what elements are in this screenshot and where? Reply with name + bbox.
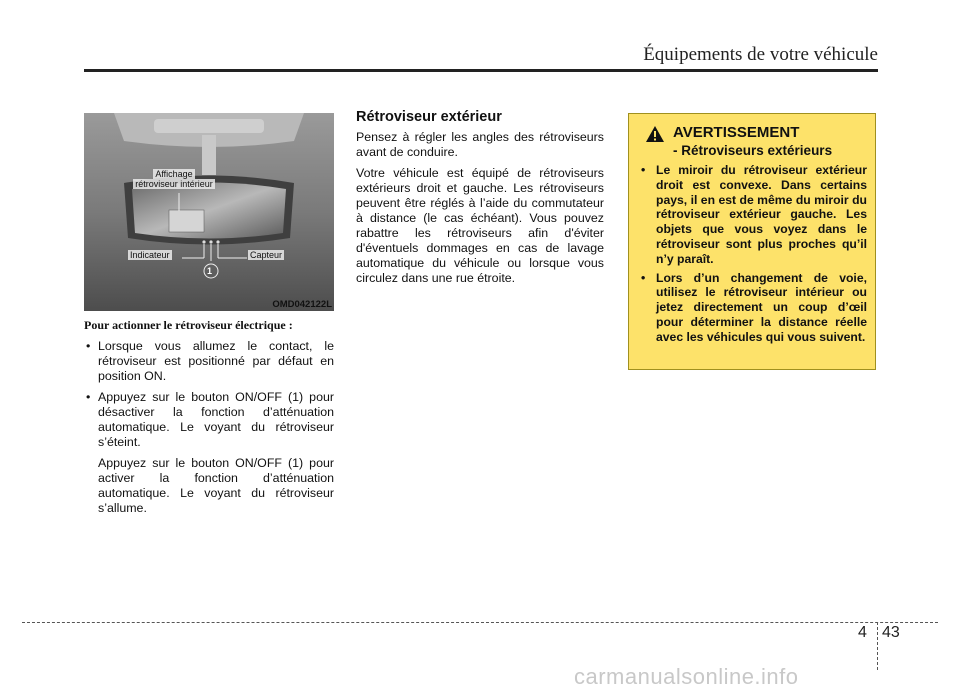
header-title: Équipements de votre véhicule (643, 44, 878, 65)
figure-caption: Pour actionner le rétroviseur électrique : (84, 318, 293, 332)
paragraph: Votre véhicule est équipé de rétroviseurs extérieurs droit et gauche. Les rétroviseurs peuvent être réglés à l’aide du commutateur à distance (le cas échéant). Vous pouvez rabattre les rétroviseurs afin d'éviter d'éventuels dommages en cas de lavage automatique du véhicule ou lorsque vous circulez dans une rue étroite. (356, 166, 604, 285)
callout-number: 1 (207, 266, 213, 276)
warning-triangle-icon (645, 125, 665, 143)
watermark: carmanualsonline.info (574, 664, 799, 689)
page-number: 43 (882, 624, 900, 641)
paragraph: Pensez à régler les angles des rétroviseurs avant de conduire. (356, 130, 604, 159)
warning-bullet: • Le miroir du rétroviseur extérieur droit est convexe. Dans certains pays, il en est de même du miroir du rétroviseur extérieur gauche. Les objets que vous voyez dans le rétroviseur sont plus proches qu’il n’y paraît. (641, 163, 867, 266)
left-column (84, 318, 334, 516)
figure-code: OMD042122L (272, 299, 332, 310)
bullet-item: • Appuyez sur le bouton ON/OFF (1) pour désactiver la fonction d’atténuation automatique. Le voyant du rétroviseur s’éteint. (86, 390, 334, 449)
footer-rule (22, 622, 938, 623)
section-heading: Rétroviseur extérieur (356, 109, 502, 125)
warning-title: AVERTISSEMENT (673, 124, 800, 141)
warning-bullet: • Lors d’un changement de voie, utilisez le rétroviseur intérieur ou jetez directement un coup d’œil pour déterminer la distance réelle avec les véhicules qui vous suivent. (641, 270, 867, 344)
display-label: Affichage rétroviseur intérieur (135, 169, 213, 189)
chapter-number: 4 (858, 624, 867, 641)
middle-column (356, 110, 604, 292)
mirror-photo (84, 113, 334, 311)
warning-box (628, 113, 876, 370)
footer-divider (877, 622, 878, 670)
warning-subtitle: - Rétroviseurs extérieurs (673, 143, 833, 158)
bullet-item: • Lorsque vous allumez le contact, le rétroviseur est positionné par défaut en position ON. (86, 339, 334, 383)
header-rule (84, 69, 878, 72)
indicator-label: Indicateur (130, 250, 170, 260)
mirror-illustration (84, 113, 334, 311)
sensor-label: Capteur (250, 250, 283, 260)
continuation-paragraph: Appuyez sur le bouton ON/OFF (1) pour activer la fonction d’atténuation automatique. Le voyant du rétroviseur s’allume. (98, 456, 334, 515)
